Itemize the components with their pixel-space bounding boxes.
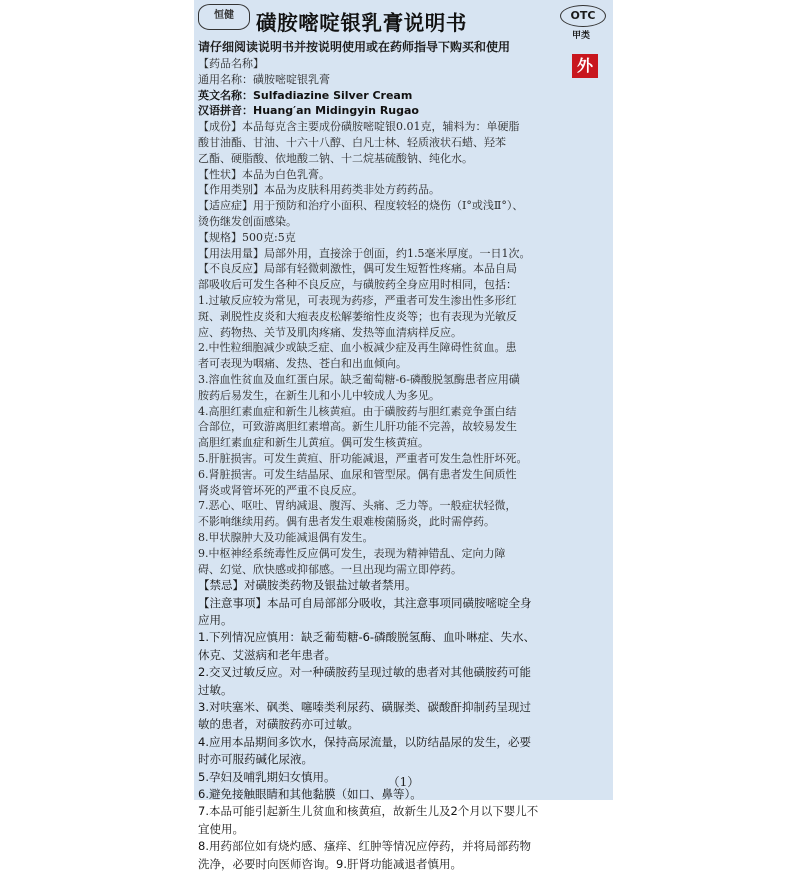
text-line: 不影响继续用药。偶有患者发生艰难梭菌肠炎，此时需停药。 [198, 515, 495, 529]
usage-warning: 请仔细阅读说明书并按说明使用或在药师指导下购买和使用 [198, 40, 511, 54]
text-line: 时亦可服药碱化尿液。 [198, 752, 313, 767]
text-line: 6.避免接触眼睛和其他黏膜（如口、鼻等）。 [198, 786, 422, 801]
text-line: 英文名称：Sulfadiazine Silver Cream [198, 88, 413, 102]
text-line: 4.高胆红素血症和新生儿核黄疸。由于磺胺药与胆红素竞争蛋白结 [198, 404, 517, 418]
leaflet-body [198, 56, 608, 873]
text-line: 宜使用。 [198, 821, 244, 836]
text-line: 【作用类别】本品为皮肤科用药类非处方药药品。 [198, 183, 440, 197]
text-line: 7.本品可能引起新生儿贫血和核黄疸，故新生儿及2个月以下婴儿不 [198, 804, 539, 819]
text-line: 应、药物热、关节及肌肉疼痛、发热等血清病样反应。 [198, 325, 462, 339]
text-line: 3.对呋塞米、砜类、噻嗪类利尿药、磺脲类、碳酸酐抑制药呈现过 [198, 700, 531, 715]
text-line: 【不良反应】局部有轻微刺激性，偶可发生短暂性疼痛。本品自局 [198, 262, 517, 276]
text-line: 乙酯、硬脂酸、依地酸二钠、十二烷基硫酸钠、纯化水。 [198, 151, 473, 165]
text-line: 9.中枢神经系统毒性反应偶可发生，表现为精神错乱、定向力障 [198, 546, 506, 560]
text-line: 【禁忌】对磺胺类药物及银盐过敏者禁用。 [198, 578, 417, 593]
text-line: 肾炎或肾管坏死的严重不良反应。 [198, 483, 363, 497]
text-line: 【用法用量】局部外用，直接涂于创面，约1.5毫米厚度。一日1次。 [198, 246, 531, 260]
brand-logo: 恒健 [198, 4, 250, 30]
text-line: 斑、剥脱性皮炎和大疱表皮松解萎缩性皮炎等；也有表现为光敏反 [198, 309, 517, 323]
text-line: 合部位，可致游离胆红素增高。新生儿肝功能不完善，故较易发生 [198, 420, 517, 434]
text-line: 5.孕妇及哺乳期妇女慎用。 [198, 769, 336, 784]
page-number: （1） [387, 775, 420, 789]
text-line: 【适应症】用于预防和治疗小面积、程度较轻的烧伤（Ⅰ°或浅Ⅱ°）、 [198, 199, 524, 213]
text-line: 【药品名称】 [198, 57, 264, 70]
text-line: 烫伤继发创面感染。 [198, 214, 297, 228]
text-line: 4.应用本品期间多饮水，保持高尿流量，以防结晶尿的发生，必要 [198, 734, 531, 749]
instruction-leaflet [194, 0, 613, 871]
text-line: 1.过敏反应较为常见，可表现为药疹，严重者可发生渗出性多形红 [198, 293, 517, 307]
document-title: 磺胺嘧啶银乳膏说明书 [256, 11, 467, 35]
text-line: 【规格】500克:5克 [198, 230, 296, 244]
text-line: 过敏。 [198, 682, 233, 697]
text-line: 洗净，必要时向医师咨询。9.肝肾功能减退者慎用。 [198, 856, 462, 871]
text-line: 2.交叉过敏反应。对一种磺胺药呈现过敏的患者对其他磺胺药可能 [198, 665, 531, 680]
text-line: 胺药后易发生，在新生儿和小儿中较成人为多见。 [198, 388, 440, 402]
text-line: 通用名称：磺胺嘧啶银乳膏 [198, 72, 330, 86]
text-line: 高胆红素血症和新生儿黄疸。偶可发生核黄疸。 [198, 436, 429, 450]
text-line: 1.下列情况应慎用：缺乏葡萄糖-6-磷酸脱氢酶、血卟啉症、失水、 [198, 630, 536, 645]
text-line: 应用。 [198, 613, 233, 628]
text-line: 【成份】本品每克含主要成份磺胺嘧啶银0.01克，辅料为：单硬脂 [198, 120, 520, 134]
text-line: 【注意事项】本品可自局部部分吸收，其注意事项同磺胺嘧啶全身 [198, 595, 532, 610]
text-line: 6.肾脏损害。可发生结晶尿、血尿和管型尿。偶有患者发生间质性 [198, 467, 517, 481]
text-line: 酸甘油酯、甘油、十六十八醇、白凡士林、轻质液状石蜡、羟苯 [198, 135, 506, 149]
external-use-mark: 外 [572, 54, 598, 78]
text-line: 8.甲状腺肿大及功能减退偶有发生。 [198, 530, 374, 544]
text-line: 休克、艾滋病和老年患者。 [198, 647, 336, 662]
text-line: 【性状】本品为白色乳膏。 [198, 167, 330, 181]
text-line: 5.肝脏损害。可发生黄疸、肝功能减退，严重者可发生急性肝坏死。 [198, 451, 528, 465]
text-line: 部吸收后可发生各种不良反应，与磺胺药全身应用时相同，包括： [198, 278, 517, 292]
otc-class-label: 甲类 [572, 31, 591, 41]
otc-badge: OTC [560, 5, 606, 27]
text-line: 碍、幻觉、欣快感或抑郁感。一旦出现均需立即停药。 [198, 562, 462, 576]
text-line: 者可表现为咽痛、发热、苍白和出血倾向。 [198, 357, 407, 371]
text-line: 敏的患者，对磺胺药亦可过敏。 [198, 717, 359, 732]
text-line: 汉语拼音：Huang′an Midingyin Rugao [198, 104, 419, 118]
text-line: 3.溶血性贫血及血红蛋白尿。缺乏葡萄糖-6-磷酸脱氢酶患者应用磺 [198, 372, 520, 386]
text-line: 7.恶心、呕吐、胃纳减退、腹泻、头痛、乏力等。一般症状轻微， [198, 499, 517, 513]
text-line: 8.用药部位如有烧灼感、瘙痒、红肿等情况应停药，并将局部药物 [198, 839, 531, 854]
text-line: 2.中性粒细胞减少或缺乏症、血小板减少症及再生障碍性贫血。患 [198, 341, 517, 355]
